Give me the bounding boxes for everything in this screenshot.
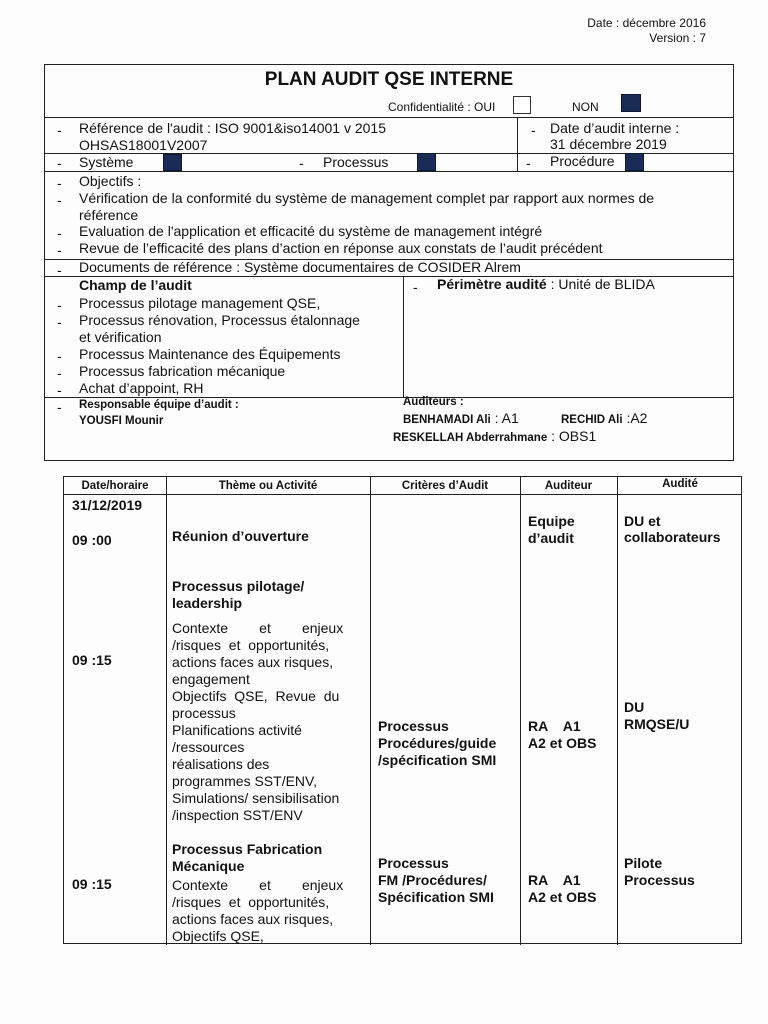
row1-auditeur-2: d’audit: [528, 530, 574, 546]
processus-checkbox-icon[interactable]: [417, 153, 436, 171]
objectif-3: Revue de l’efficacité des plans d’action en réponse aux constats de l’audit précédent: [79, 240, 603, 256]
plan-audit-box: PLAN AUDIT QSE INTERNE Confidentialité : OUI NON - Référence de l'audit : ISO 9001&iso14001 v 2015 OHSAS18001V2007 - Date d’audit interne : 31 décembre 2019 - Système - Processus - Procédure - Objectifs : - Vérification de la conformité du système de management complet par rapport aux normes de référence - Evaluation de l'application et efficacité du système de management intégré - Revue de l’efficacité des plans d’action en réponse aux constats de l’audit précédent - Documents de référence : Système documentaires de COSIDER Alrem Champ de l’audit - Processus pilotage management QSE, - Processus rénovation, Processus étalonnage et vérification - Processus Maintenance des Équipements - Processus fabrication mécanique - Achat d’appoint, RH - Périmètre audité : Unité de BLIDA - Responsable équipe d’audit : YOUSFI Mounir Auditeurs : BENHAMADI Ali : A1 RECHID Ali :A2 RESKELLAH Abderrahmane : OBS1: [44, 64, 734, 461]
schedule-table: [63, 476, 742, 944]
row1-auditeur-1: Equipe: [528, 513, 575, 529]
row3-auditeur: RA A1 A2 et OBS: [528, 872, 597, 905]
confidentialite-oui-label: Confidentialité : OUI: [388, 100, 496, 114]
row1-audite-2: collaborateurs: [624, 529, 721, 545]
checkbox-oui-icon[interactable]: [513, 96, 531, 114]
systeme-checkbox-icon[interactable]: [163, 154, 182, 171]
row2-line: actions faces aux risques,: [172, 654, 334, 670]
document-date: Date : décembre 2016: [587, 16, 706, 30]
reference-line2: OHSAS18001V2007: [79, 137, 208, 153]
header-auditeur: Auditeur: [544, 480, 593, 492]
document-header: [587, 16, 706, 46]
objectif-1b: référence: [79, 207, 139, 223]
row1-time: 09 :00: [72, 532, 112, 548]
champ-item-2a: Processus rénovation, Processus étalonnage: [79, 312, 360, 328]
header-criteres: Critères d’Audit: [401, 480, 489, 492]
auditeur-2: RECHID Ali :A2: [561, 410, 648, 426]
row2-line: programmes SST/ENV,: [172, 773, 317, 789]
perimetre: Périmètre audité : Unité de BLIDA: [437, 276, 655, 292]
processus-label: Processus: [323, 154, 389, 170]
schedule-date: 31/12/2019: [72, 497, 143, 513]
row2-auditeur: RA A1 A2 et OBS: [528, 718, 597, 751]
row2-line: processus: [172, 705, 236, 721]
objectif-2: Evaluation de l'application et efficacité du système de management intégré: [79, 223, 543, 239]
systeme-label: Système: [79, 154, 134, 170]
reference-line1: Référence de l'audit : ISO 9001&iso14001 v 2015: [79, 120, 386, 136]
page-title: PLAN AUDIT QSE INTERNE: [264, 69, 514, 90]
champ-item-4: Processus fabrication mécanique: [79, 363, 286, 379]
row2-line: Objectifs QSE, Revue du: [172, 688, 340, 704]
responsable-label: Responsable équipe d’audit :: [79, 399, 239, 411]
header-audite: Audité: [662, 478, 698, 490]
objectif-1a: Vérification de la conformité du système de management complet par rapport aux normes de: [79, 190, 655, 206]
row3-theme-title-1: Processus Fabrication: [172, 841, 323, 857]
row3-line: /risques et opportunités,: [172, 894, 330, 910]
champ-item-5: Achat d’appoint, RH: [79, 380, 204, 396]
row2-line: /risques et opportunités,: [172, 637, 330, 653]
row2-line: Contexte et enjeux: [172, 620, 344, 636]
confidentialite-non-label: NON: [572, 100, 599, 114]
date-audit-value: 31 décembre 2019: [550, 136, 667, 152]
auditeur-3: RESKELLAH Abderrahmane : OBS1: [393, 428, 597, 444]
row3-theme-details: [172, 877, 366, 945]
row2-theme-title-2: leadership: [172, 595, 243, 611]
row3-time: 09 :15: [72, 876, 112, 892]
row1-audite-1: DU et: [624, 513, 661, 529]
row2-line: Planifications activité: [172, 722, 302, 738]
champ-item-1: Processus pilotage management QSE,: [79, 295, 321, 311]
header-theme: Thème ou Activité: [218, 480, 318, 492]
row3-line: Objectifs QSE,: [172, 928, 264, 944]
champ-item-3: Processus Maintenance des Équipements: [79, 346, 341, 362]
procedure-label: Procédure: [550, 153, 615, 169]
row2-line: Simulations/ sensibilisation: [172, 790, 340, 806]
objectifs-label: Objectifs :: [79, 173, 142, 189]
header-date-horaire: Date/horaire: [81, 480, 149, 492]
row2-line: réalisations des: [172, 756, 270, 772]
date-audit-label: Date d’audit interne :: [550, 120, 680, 136]
champ-title: Champ de l’audit: [79, 277, 192, 293]
document-version: Version : 7: [649, 31, 706, 45]
responsable-name: YOUSFI Mounir: [79, 415, 164, 427]
row2-time: 09 :15: [72, 652, 112, 668]
row2-audite: DU RMQSE/U: [624, 699, 690, 732]
row2-line: /inspection SST/ENV: [172, 807, 303, 823]
row2-theme-title-1: Processus pilotage/: [172, 578, 305, 594]
row3-audite: Pilote Processus: [624, 855, 695, 888]
auditeur-1: BENHAMADI Ali : A1: [403, 410, 519, 426]
champ-item-2b: et vérification: [79, 329, 162, 345]
checkbox-non-icon[interactable]: [621, 94, 641, 112]
row2-criteres: Processus Procédures/guide /spécification SMI: [378, 718, 497, 768]
row3-line: Contexte et enjeux: [172, 877, 344, 893]
row3-theme-title-2: Mécanique: [172, 858, 245, 874]
procedure-checkbox-icon[interactable]: [625, 153, 644, 171]
row2-line: engagement: [172, 671, 250, 687]
row3-criteres: Processus FM /Procédures/ Spécification SMI: [378, 855, 494, 905]
auditeurs-label: Auditeurs :: [403, 396, 464, 408]
row1-theme: Réunion d’ouverture: [172, 528, 309, 544]
row2-line: /ressources: [172, 739, 245, 755]
row3-line: actions faces aux risques,: [172, 911, 334, 927]
row2-theme-details: [172, 620, 366, 824]
documents-reference: Documents de référence : Système documentaires de COSIDER Alrem: [79, 259, 521, 275]
